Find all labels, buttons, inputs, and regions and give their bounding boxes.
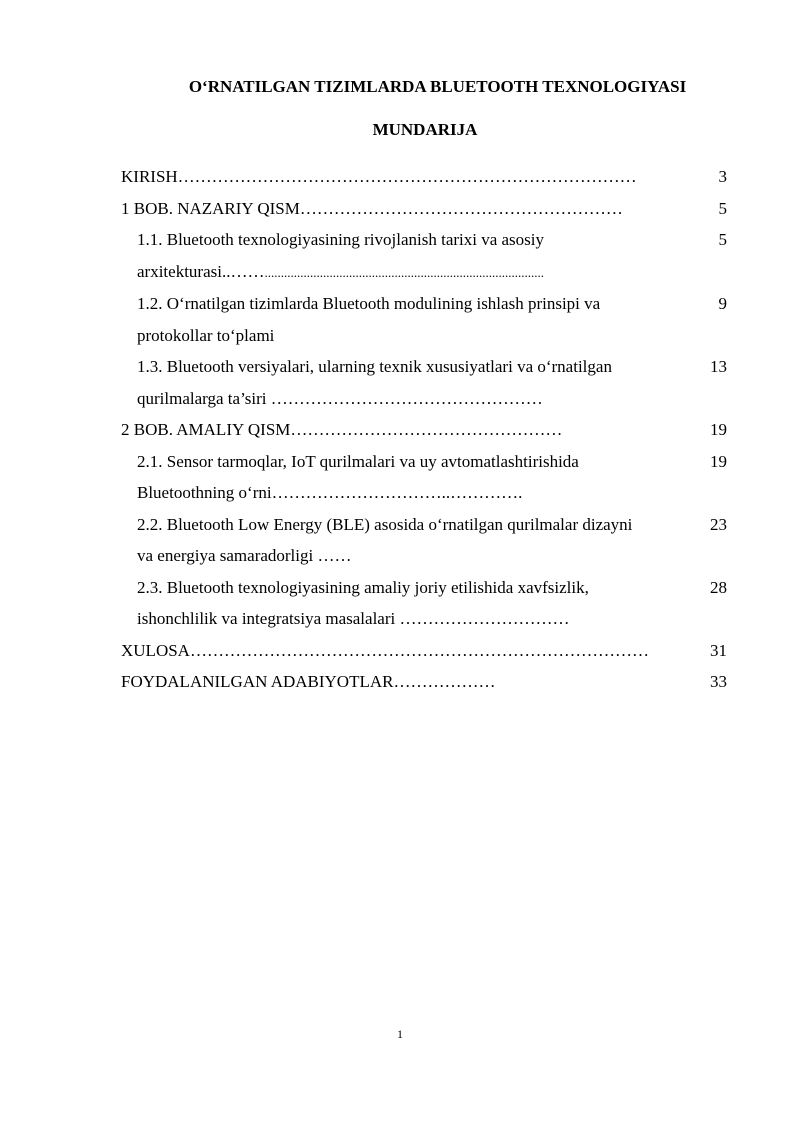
toc-entry-chapter-1[interactable] <box>121 193 727 225</box>
toc-entry-title-continued: qurilmalarga ta’siri ………………………………………… <box>137 388 543 408</box>
page-number: 1 <box>397 1027 403 1041</box>
toc-entry-title: 2.2. Bluetooth Low Energy (BLE) asosida o‘rnatilgan qurilmalar dizayni <box>137 514 633 534</box>
toc-entry-title: 2.1. Sensor tarmoqlar, IoT qurilmalari va uy avtomatlashtirishida <box>137 451 579 471</box>
toc-entry-title: KIRISH……………………………………………………………………… <box>121 167 637 186</box>
toc-entry-page: 19 <box>710 420 727 439</box>
toc-entry-page: 19 <box>710 451 727 471</box>
toc-heading: MUNDARIJA <box>372 120 478 139</box>
toc-entry-title: FOYDALANILGAN ADABIYOTLAR……………… <box>121 672 496 691</box>
toc-entry-page: 3 <box>718 167 727 186</box>
toc-entry-kirish[interactable] <box>121 161 727 193</box>
toc-entry-page: 5 <box>718 230 727 249</box>
toc-entry-page: 33 <box>710 672 727 691</box>
toc-entry-title: 1.3. Bluetooth versiyalari, ularning texnik xususiyatlari va o‘rnatilgan <box>137 357 612 376</box>
toc-entry-page: 13 <box>710 357 727 376</box>
toc-entry-page: 31 <box>710 640 727 660</box>
toc-entry-title: 1.1. Bluetooth texnologiyasining rivojlanish tarixi va asosiy <box>137 230 545 249</box>
toc-entry-title: 2.3. Bluetooth texnologiyasining amaliy joriy etilishida xavfsizlik, <box>137 577 589 597</box>
toc-entry-title: 2 BOB. AMALIY QISM………………………………………… <box>121 420 563 439</box>
toc-entry-section-2-3[interactable] <box>121 572 727 635</box>
toc-entry-title-continued <box>137 256 681 289</box>
toc-entry-title: 1 BOB. NAZARIY QISM………………………………………………… <box>121 198 623 218</box>
toc-entry-section-1-3[interactable] <box>121 351 727 414</box>
toc-entry-references[interactable] <box>121 666 727 698</box>
toc-entry-leader-dots: ...................................................................................... <box>264 264 544 280</box>
toc-entry-section-1-1[interactable] <box>121 224 727 288</box>
toc-entry-section-1-2[interactable] <box>121 288 727 351</box>
toc-entry-chapter-2[interactable] <box>121 414 727 446</box>
toc-entry-title-continued: Bluetoothning o‘rni…………………………..…………. <box>137 483 523 502</box>
toc-entry-page: 5 <box>718 198 727 218</box>
toc-entry-section-2-1[interactable] <box>121 446 727 509</box>
toc-entry-xulosa[interactable] <box>121 635 727 667</box>
toc-entry-title-continued: protokollar to‘plami <box>137 325 275 345</box>
toc-entry-section-2-2[interactable] <box>121 509 727 572</box>
toc-entry-title: 1.2. O‘rnatilgan tizimlarda Bluetooth modulining ishlash prinsipi va <box>137 294 601 313</box>
table-of-contents <box>121 161 727 698</box>
document-title: O‘RNATILGAN TIZIMLARDA BLUETOOTH TEXNOLOGIYASI <box>188 77 687 96</box>
toc-entry-title: XULOSA……………………………………………………………………… <box>121 640 649 660</box>
toc-entry-page: 23 <box>710 514 727 534</box>
toc-entry-title-continued: ishonchlilik va integratsiya masalalari ………………………… <box>137 609 570 628</box>
toc-entry-page: 28 <box>710 577 727 597</box>
toc-entry-title-continued: va energiya samaradorligi …… <box>137 546 352 565</box>
toc-entry-page: 9 <box>718 294 727 313</box>
toc-entry-title-end: arxitekturasi..…… <box>137 261 265 281</box>
